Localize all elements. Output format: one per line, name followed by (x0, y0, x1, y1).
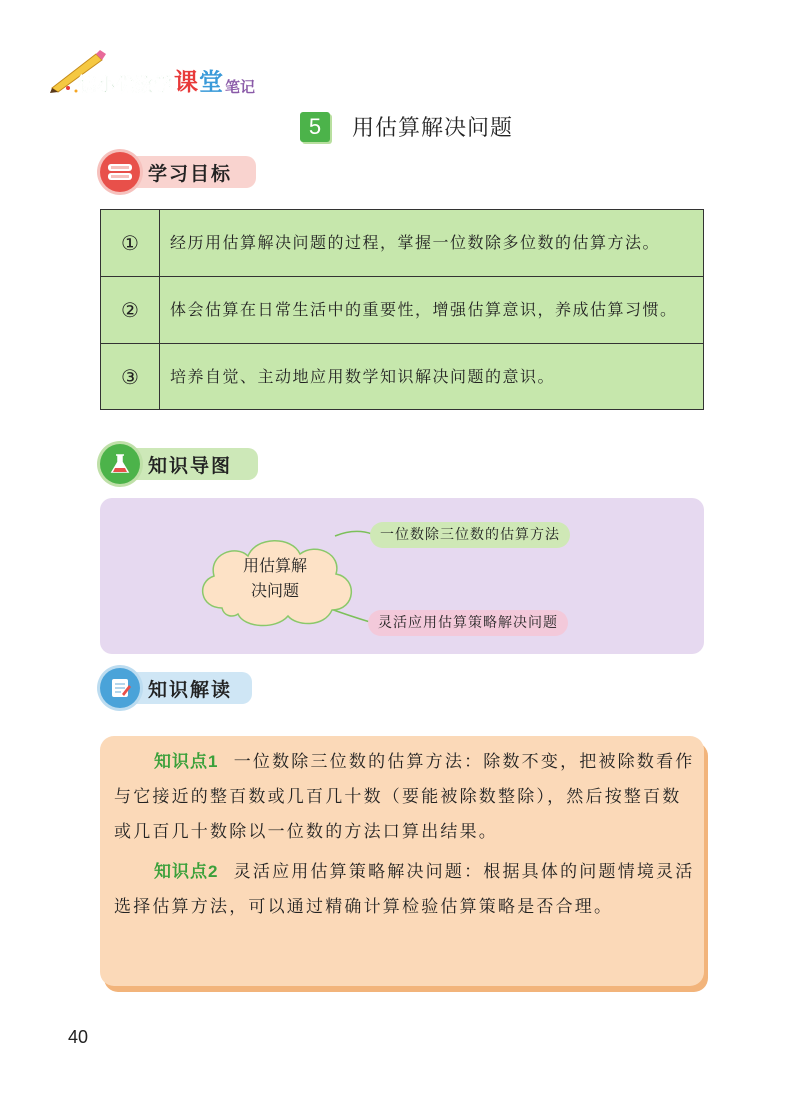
section-title-objectives: 学习目标 (148, 162, 233, 185)
objective-text: 培养自觉、主动地应用数学知识解决问题的意识。 (160, 344, 704, 410)
section-reading (100, 670, 232, 706)
knowledge-point-1-text: 一位数除三位数的估算方法：除数不变，把被除数看作与它接近的整百数或几百几十数（要能被除数整除），然后按整百数或几百几十数除以一位数的方法口算出结果。 (114, 752, 695, 842)
center-line-2: 决问题 (250, 581, 299, 600)
mind-map-branch-1: 一位数除三位数的估算方法 (370, 522, 570, 548)
section-title-reading: 知识解读 (148, 678, 233, 701)
table-row (101, 344, 704, 410)
mind-map-center (230, 553, 320, 603)
brand-notes: 笔记 (225, 78, 256, 96)
center-line-1: 用估算解 (242, 556, 307, 575)
knowledge-point-2-text: 灵活应用估算策略解决问题：根据具体的问题情境灵活选择估算方法，可以通过精确计算检验估算策略是否合理。 (114, 862, 695, 917)
section-mindmap (100, 446, 232, 482)
mind-map (100, 498, 704, 654)
brand-ke: 课 (174, 68, 198, 96)
notepad-icon (100, 668, 140, 708)
knowledge-box (100, 736, 704, 986)
brand-logo (48, 48, 318, 94)
objectives-table (100, 209, 704, 410)
objective-number: ② (101, 277, 160, 344)
flask-icon (100, 444, 140, 484)
lesson-title: 用估算解决问题 (352, 116, 514, 141)
book-icon (100, 152, 140, 192)
objective-number: ① (101, 210, 160, 277)
objective-text: 经历用估算解决问题的过程，掌握一位数除多位数的估算方法。 (160, 210, 704, 277)
section-objectives (100, 154, 232, 190)
lesson-number: 5 (300, 112, 330, 142)
table-row (101, 277, 704, 344)
objective-text: 体会估算在日常生活中的重要性，增强估算意识，养成估算习惯。 (160, 277, 704, 344)
knowledge-point-1-label: 知识点1 (154, 752, 219, 771)
brand-tang: 堂 (199, 68, 223, 96)
table-row (101, 210, 704, 277)
knowledge-point-1 (114, 744, 696, 850)
mind-map-branch-2: 灵活应用估算策略解决问题 (368, 610, 568, 636)
knowledge-point-2-label: 知识点2 (154, 862, 219, 881)
section-title-mindmap: 知识导图 (148, 454, 233, 477)
page-number: 40 (68, 1027, 89, 1047)
brand-name: 德小优数学 (78, 75, 173, 96)
objective-number: ③ (101, 344, 160, 410)
lesson-heading (300, 111, 513, 142)
knowledge-point-2 (114, 854, 696, 925)
